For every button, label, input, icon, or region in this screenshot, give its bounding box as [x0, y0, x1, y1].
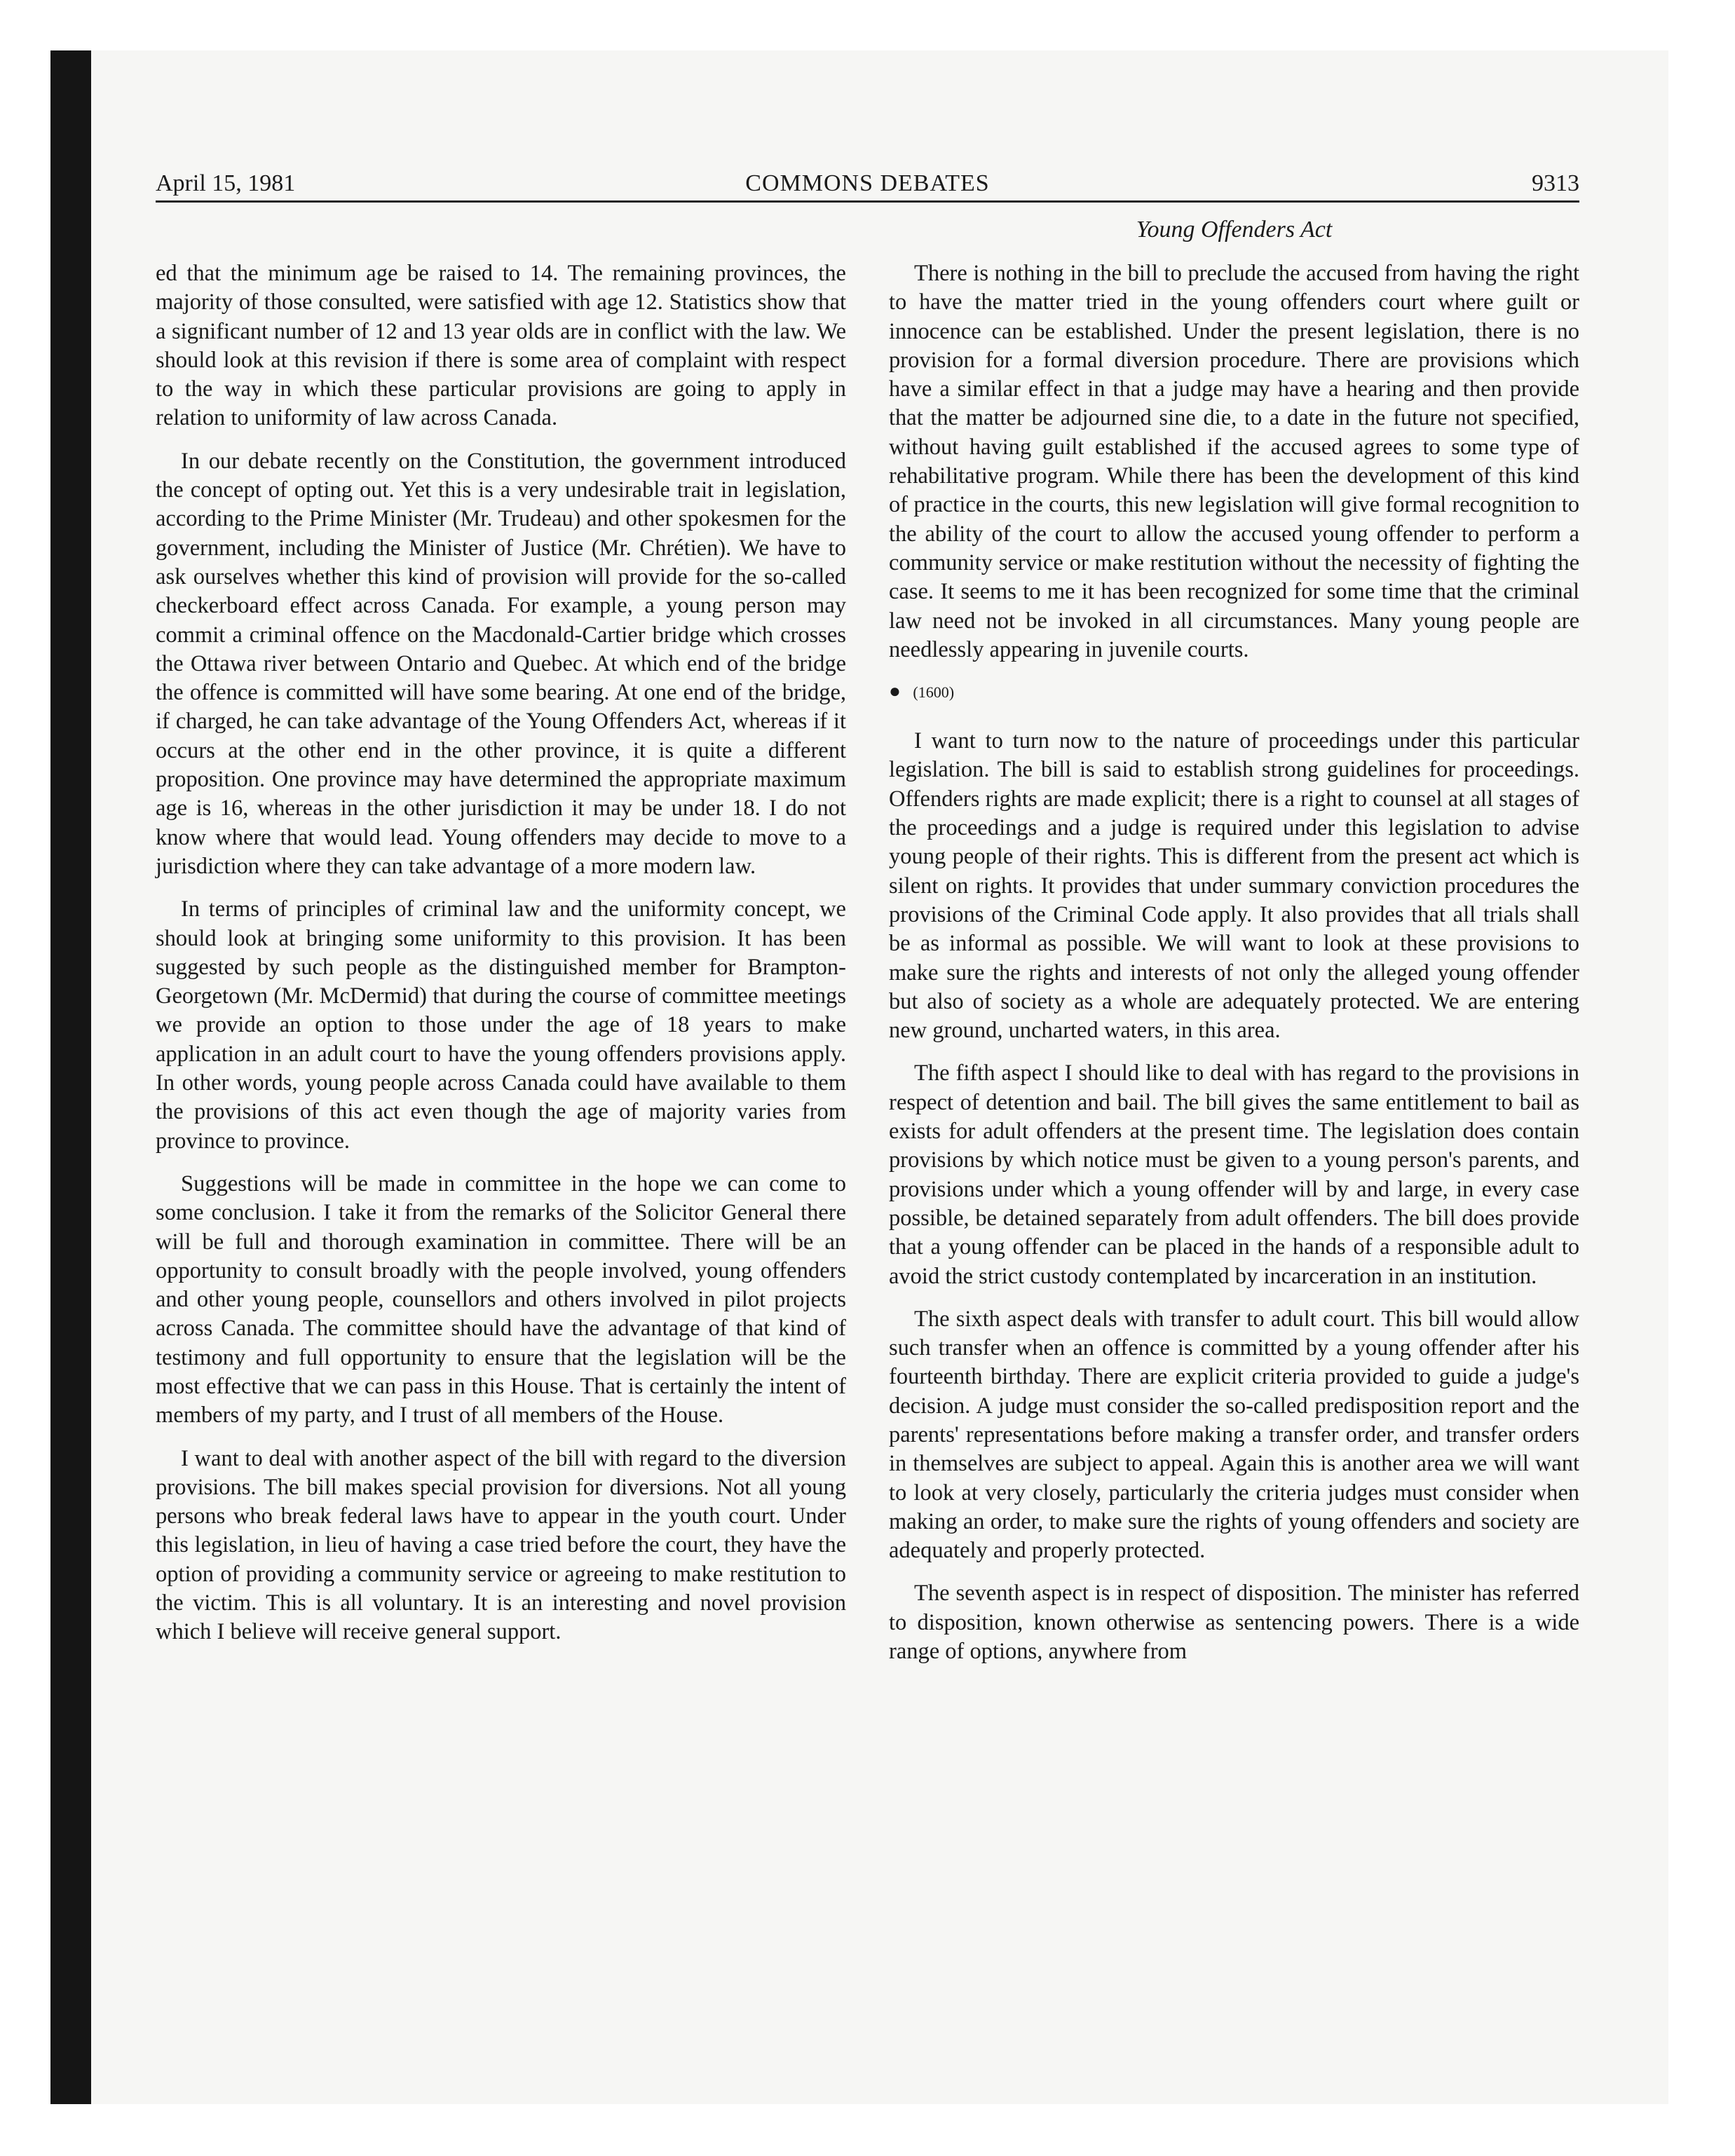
- paragraph: I want to deal with another aspect of the bill with regard to the diversion provisions. The bill makes special provision for diversions. Not all young persons who break federal laws have to appear in the youth court. Under this legislation, in lieu of having a case tried before the court, they have the option of providing a community service or agreeing to make restitution to the victim. This is all voluntary. It is an interesting and novel provision which I believe will receive general support.: [156, 1445, 846, 1645]
- page-header: [156, 167, 1579, 203]
- running-title: Young Offenders Act: [1136, 217, 1333, 243]
- bullet-icon: ●: [889, 681, 901, 703]
- header-publication: COMMONS DEBATES: [745, 170, 990, 196]
- paragraph: The sixth aspect deals with transfer to adult court. This bill would allow such transfer when an offence is committed by a young offender after his fourteenth birthday. There are explicit criteria provided to guide a judge's decision. A judge must consider the so-called predisposition report and the parents' representations before making a transfer order, and transfer orders in themselves are subject to appeal. Again this is another area we will want to look at very closely, particularly the criteria judges must consider when making an order, to make sure the rights of young offenders and society are adequately and properly protected.: [889, 1306, 1579, 1564]
- paragraph: ed that the minimum age be raised to 14. The remaining provinces, the majority of those consulted, were satisfied with age 12. Statistics show that a significant number of 12 and 13 year olds are in conflict with the law. We should look at this revision if there is some area of complaint with respect to the way in which these particular provisions are going to apply in relation to uniformity of law across Canada.: [156, 261, 846, 431]
- left-column: [156, 259, 846, 1661]
- paragraph: There is nothing in the bill to preclude the accused from having the right to have the matter tried in the young offenders court where guilt or innocence can be established. Under the present legislation, there is no provision for a formal diversion procedure. There are provisions which have a similar effect in that a judge may have a hearing and then provide that the matter be adjourned sine die, to a date in the future not specified, without having guilt established if the accused agrees to some type of rehabilitative program. While there has been the development of this kind of practice in the courts, this new legislation will give formal recognition to the ability of the court to allow the accused young offender to perform a community service or make restitution without the necessity of fighting the case. It seems to me it has been recognized for some time that the criminal law need not be invoked in all circumstances. Many young people are needlessly appearing in juvenile courts.: [889, 261, 1579, 662]
- paragraph: In our debate recently on the Constitution, the government introduced the concept of opting out. Yet this is a very undesirable trait in legislation, according to the Prime Minister (Mr. Trudeau) and other spokesmen for the government, including the Minister of Justice (Mr. Chrétien). We have to ask ourselves whether this kind of provision will provide for the so-called checkerboard effect across Canada. For example, a young person may commit a criminal offence on the Macdonald-Cartier bridge which crosses the Ottawa river between Ontario and Quebec. At which end of the bridge the offence is committed will have some bearing. At one end of the bridge, if charged, he can take advantage of the Young Offenders Act, whereas if it occurs at the other end in the other province, it is quite a different proposition. One province may have determined the appropriate maximum age is 16, whereas in the other jurisdiction it may be under 18. I do not know where that would lead. Young offenders may decide to move to a jurisdiction where they can take advantage of a more modern law.: [156, 448, 846, 879]
- time-marker: [889, 681, 1579, 703]
- page-number: 9313: [1532, 170, 1579, 196]
- paragraph: In terms of principles of criminal law and the uniformity concept, we should look at bringing some uniformity to this provision. It has been suggested by such people as the distinguished member for Brampton-Georgetown (Mr. McDermid) that during the course of committee meetings we provide an option to those under the age of 18 years to make application in an adult court to have the young offenders provisions apply. In other words, young people across Canada could have available to them the provisions of this act even though the age of majority varies from province to province.: [156, 896, 846, 1154]
- paragraph: I want to turn now to the nature of proceedings under this particular legislation. The bill is said to establish strong guidelines for proceedings. Offenders rights are made explicit; there is a right to counsel at all stages of the proceedings and a judge is required under this legislation to advise young people of their rights. This is different from the present act which is silent on rights. It provides that under summary conviction procedures the provisions of the Criminal Code apply. It also provides that all trials shall be as informal as possible. We will want to look at these provisions to make sure the rights and interests of not only the alleged young offender but also of society as a whole are adequately protected. We are entering new ground, uncharted waters, in this area.: [889, 728, 1579, 1044]
- paragraph: Suggestions will be made in committee in the hope we can come to some conclusion. I take it from the remarks of the Solicitor General there will be full and thorough examination in committee. There will be an opportunity to consult broadly with the people involved, young offenders and other young people, counsellors and others involved in pilot projects across Canada. The committee should have the advantage of that kind of testimony and full opportunity to ensure that the legislation will be the most effective that we can pass in this House. That is certainly the intent of members of my party, and I trust of all members of the House.: [156, 1171, 846, 1428]
- header-date: April 15, 1981: [156, 170, 296, 196]
- time-marker-label: (1600): [913, 683, 955, 702]
- paragraph: The fifth aspect I should like to deal with has regard to the provisions in respect of detention and bail. The bill gives the same entitlement to bail as exists for adult offenders at the present time. The legislation does contain provisions by which notice must be given to a young person's parents, and provisions under which a young offender will by and large, in every case possible, be detained separately from adult offenders. The bill does provide that a young offender can be placed in the hands of a responsible adult to avoid the strict custody contemplated by incarceration in an institution.: [889, 1060, 1579, 1289]
- paragraph: The seventh aspect is in respect of disposition. The minister has referred to disposition, known otherwise as sentencing powers. There is a wide range of options, anywhere from: [889, 1581, 1579, 1665]
- scan-edge-bar: [50, 50, 91, 2104]
- right-column: [889, 259, 1579, 1680]
